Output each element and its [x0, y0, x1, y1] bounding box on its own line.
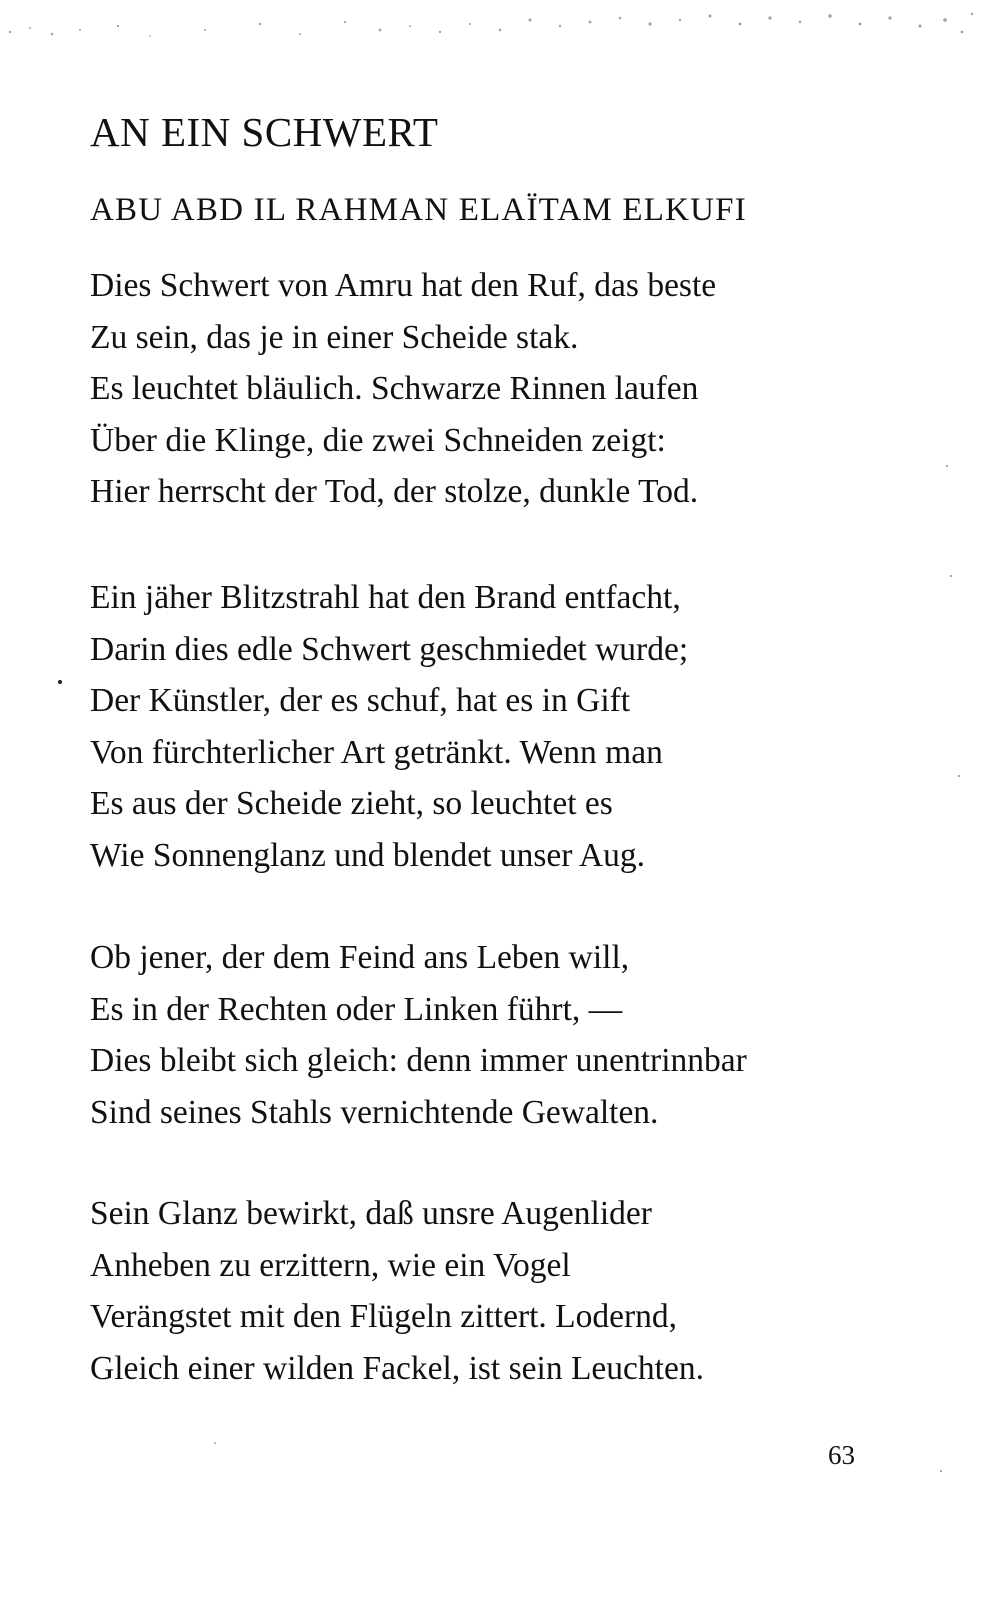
- verse-line: Verängstet mit den Flügeln zittert. Lodernd,: [90, 1298, 678, 1335]
- verse-line: Sein Glanz bewirkt, daß unsre Augenlider: [90, 1195, 652, 1232]
- verse-line: Ob jener, der dem Feind ans Leben will,: [90, 939, 630, 976]
- verse-line: Es aus der Scheide zieht, so leuchtet es: [90, 785, 613, 822]
- page-number: 63: [828, 1440, 855, 1470]
- verse-line: Es leuchtet bläulich. Schwarze Rinnen laufen: [90, 370, 699, 407]
- verse-line: Gleich einer wilden Fackel, ist sein Leuchten.: [90, 1349, 704, 1387]
- verse-line: Ein jäher Blitzstrahl hat den Brand entfacht,: [90, 579, 681, 616]
- verse-line: Hier herrscht der Tod, der stolze, dunkle Tod.: [90, 473, 699, 510]
- stanza-4: [90, 1188, 704, 1394]
- poem-title: AN EIN SCHWERT: [90, 109, 439, 155]
- verse-line: Der Künstler, der es schuf, hat es in Gift: [90, 682, 631, 719]
- scan-noise-strip: [0, 0, 1000, 60]
- stanza-3: [90, 932, 747, 1138]
- verse-line: Anheben zu erzittern, wie ein Vogel: [90, 1246, 571, 1284]
- ink-speck: [946, 465, 948, 467]
- verse-line: Dies Schwert von Amru hat den Ruf, das beste: [90, 267, 717, 304]
- verse-line: Darin dies edle Schwert geschmiedet wurde;: [90, 630, 689, 668]
- verse-line: Es in der Rechten oder Linken führt, —: [90, 990, 623, 1028]
- ink-speck: [958, 775, 960, 777]
- verse-line: Zu sein, das je in einer Scheide stak.: [90, 318, 579, 356]
- verse-line: Wie Sonnenglanz und blendet unser Aug.: [90, 836, 646, 874]
- stanza-1: [90, 260, 716, 518]
- verse-line: Von fürchterlicher Art getränkt. Wenn man: [90, 733, 663, 771]
- ink-speck: [58, 680, 62, 684]
- ink-speck: [950, 575, 952, 577]
- verse-line: Dies bleibt sich gleich: denn immer unentrinnbar: [90, 1042, 747, 1079]
- ink-speck: [214, 1442, 216, 1444]
- stanza-2: [90, 572, 688, 881]
- verse-line: Sind seines Stahls vernichtende Gewalten.: [90, 1093, 659, 1131]
- ink-speck: [940, 1470, 942, 1472]
- verse-line: Über die Klinge, die zwei Schneiden zeigt:: [90, 421, 666, 459]
- poem-author: ABU ABD IL RAHMAN ELAÏTAM ELKUFI: [90, 192, 747, 228]
